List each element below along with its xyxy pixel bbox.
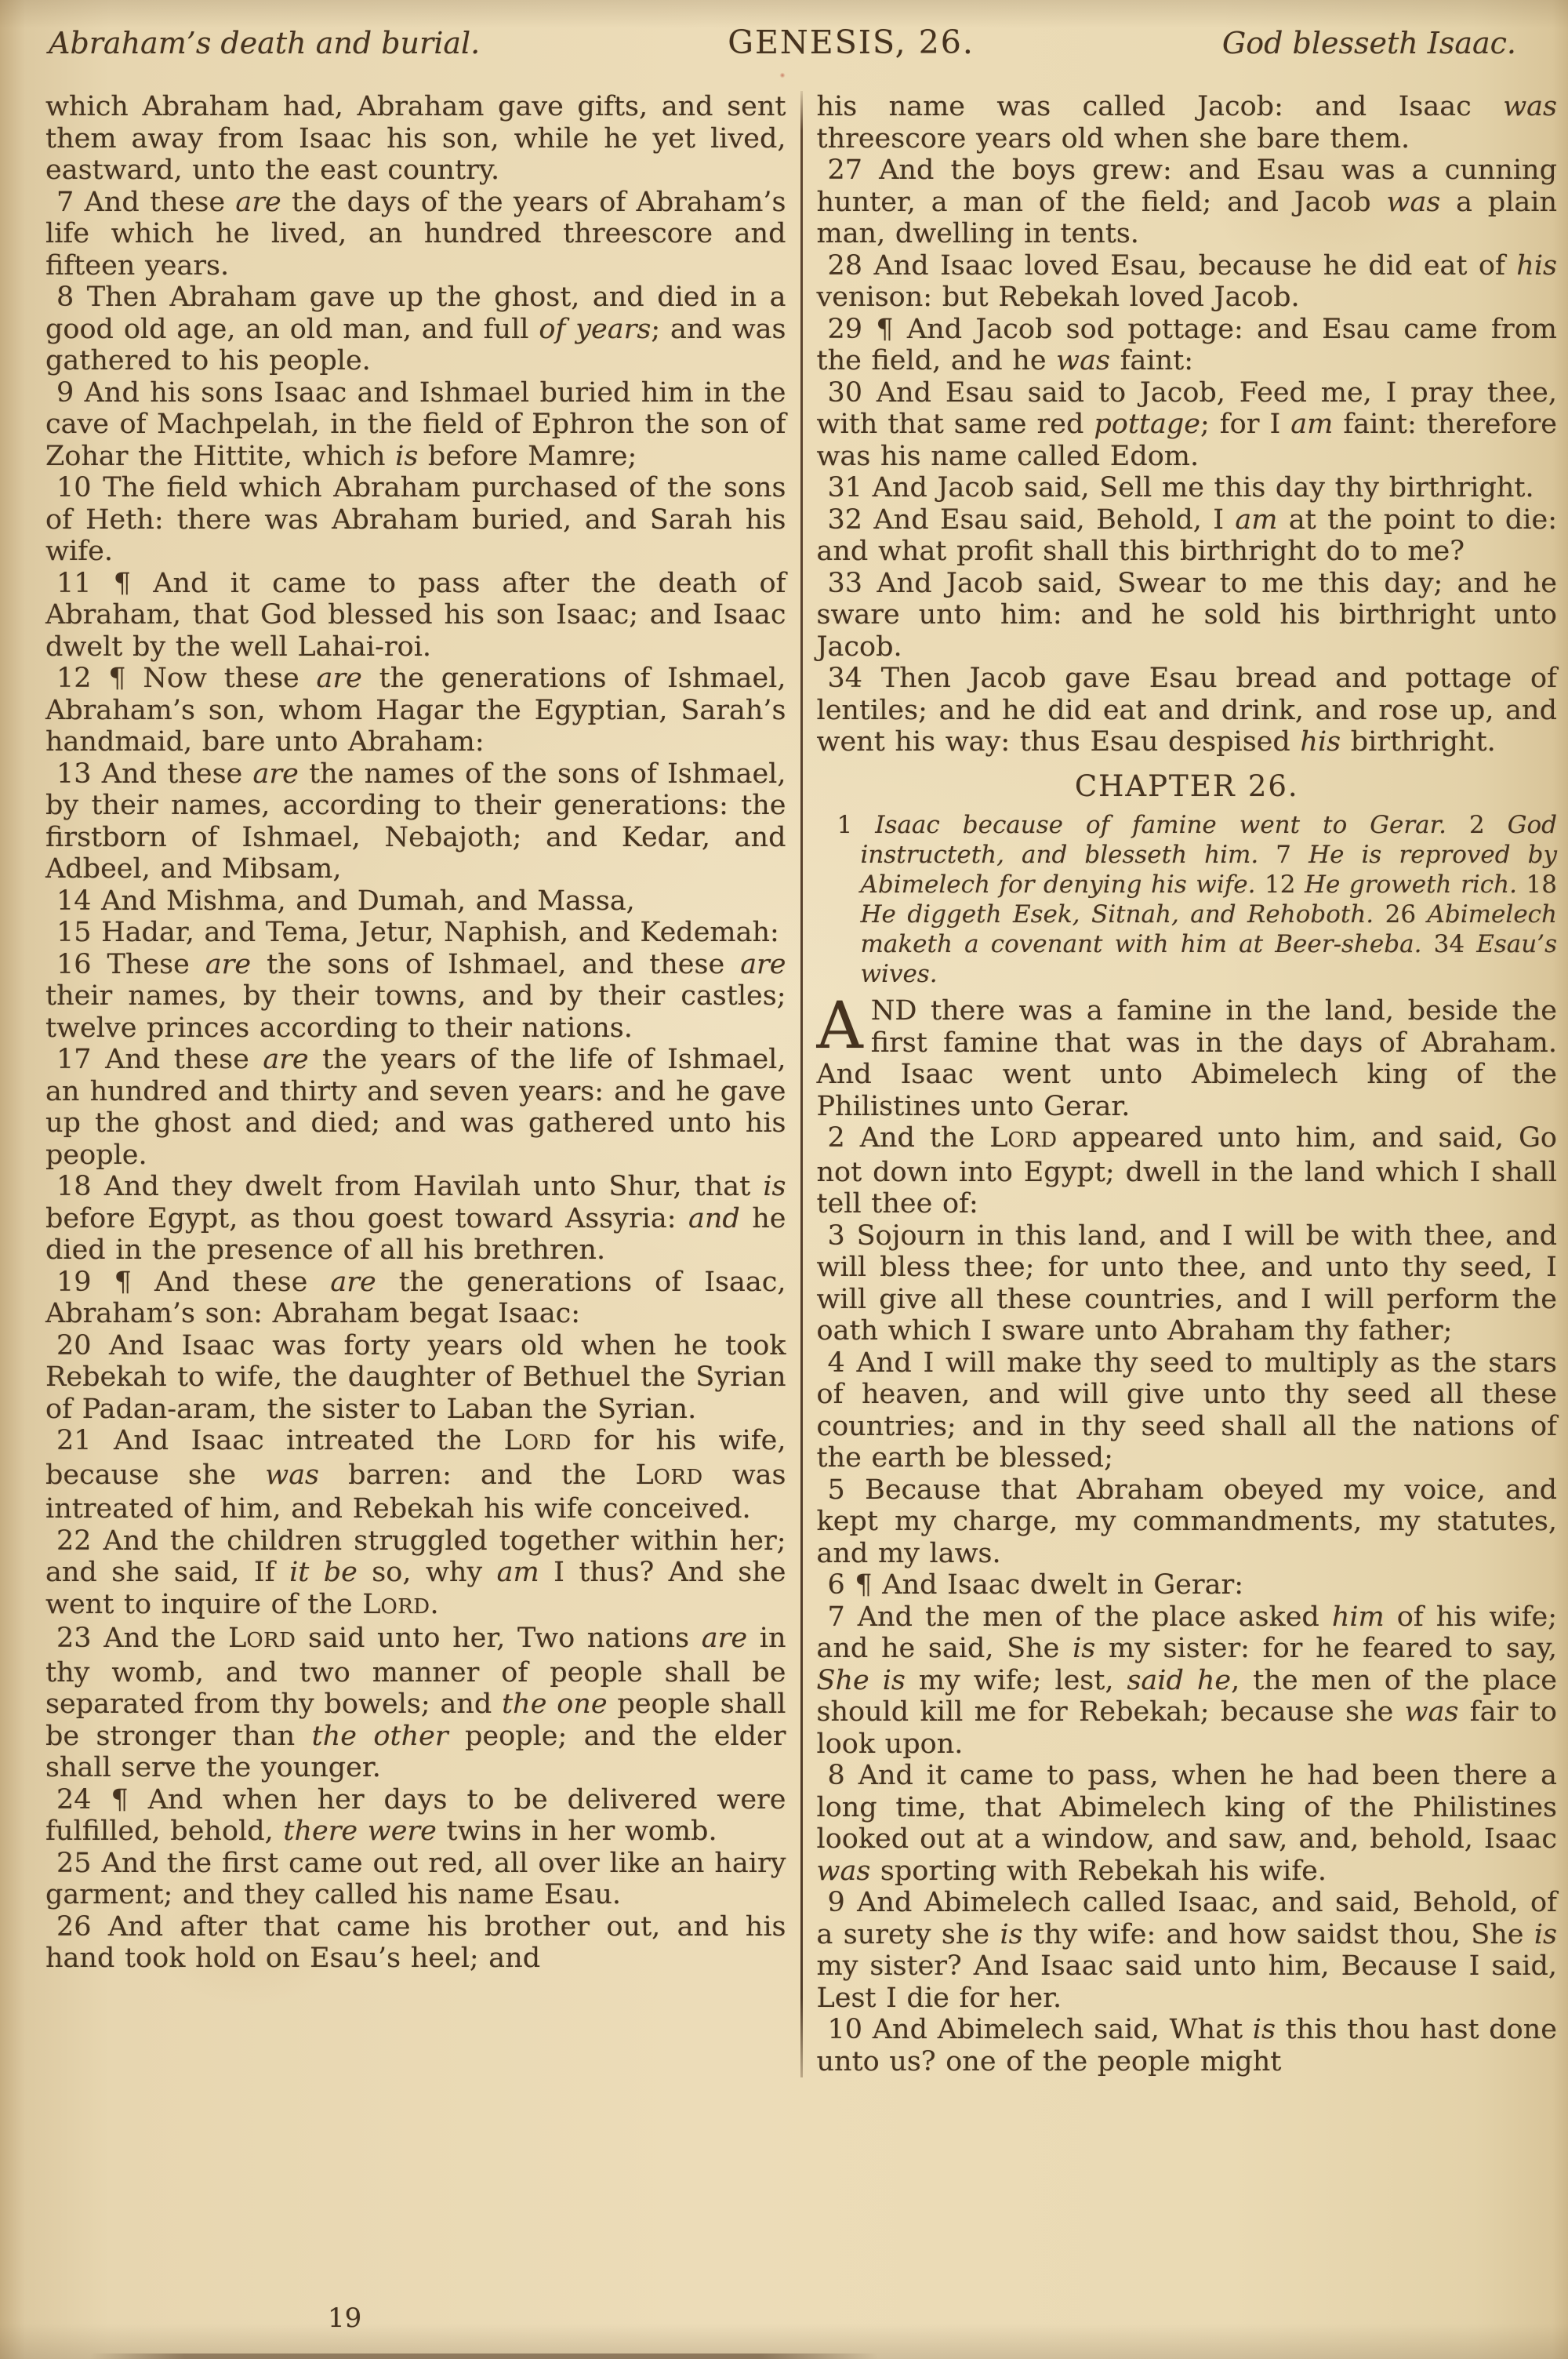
verse-25-9: 9 And his sons Isaac and Ishmael buried him in the cave of Machpelah, in the field of Ephron the son of Zohar the Hittite, which is before Mamre; bbox=[45, 376, 786, 472]
verse-number: 13 bbox=[56, 758, 92, 790]
verse-26-10: 10 And Abimelech said, What is this thou hast done unto us? one of the people might bbox=[816, 2014, 1557, 2077]
verse-number: 28 bbox=[827, 249, 863, 282]
verse-number: 4 bbox=[827, 1347, 845, 1379]
verse-25-25: 25 And the first came out red, all over like an hairy garment; and they called his name Esau. bbox=[45, 1847, 786, 1910]
divine-name-small-caps: LORD bbox=[503, 1425, 572, 1456]
verse-number: 8 bbox=[827, 1760, 845, 1791]
verse-25-14: 14 And Mishma, and Dumah, and Massa, bbox=[56, 885, 635, 917]
verse-25-26: 26 And after that came his brother out, and his hand took hold on Esau’s heel; and bbox=[45, 1910, 786, 1974]
verse-26-2: 2 And the LORD appeared unto him, and said, Go not down into Egypt; dwell in the land which I shall tell thee of: bbox=[816, 1122, 1557, 1219]
verse-25-22: 22 And the children struggled together within her; and she said, If it be so, why am I thus? And she went to inquire of the LORD. bbox=[45, 1525, 786, 1620]
verse-25-21: 21 And Isaac intreated the LORD for his wife, because she was barren: and the LORD was intreated of him, and Rebekah his wife conceived. bbox=[45, 1425, 786, 1525]
summary-verse-number: 7 bbox=[1276, 841, 1292, 869]
verse-26-6: 6 ¶ And Isaac dwelt in Gerar: bbox=[827, 1569, 1244, 1601]
verse-25-19: 19 ¶ And these are the generations of Isaac, Abraham’s son: Abraham begat Isaac: bbox=[45, 1266, 786, 1329]
drop-cap-letter: A bbox=[816, 989, 863, 1063]
summary-verse-number: 26 bbox=[1385, 900, 1417, 929]
verse-25-30: 30 And Esau said to Jacob, Feed me, I pray thee, with that same red pottage; for I am faint: therefore was his name called Edom. bbox=[816, 376, 1557, 472]
verse-25-18: 18 And they dwelt from Havilah unto Shur, that is before Egypt, as thou goest toward Assyria: and he died in the presence of all his brethren. bbox=[45, 1171, 786, 1266]
verse-number: 21 bbox=[56, 1425, 92, 1456]
verse-25-34: 34 Then Jacob gave Esau bread and pottage of lentiles; and he did eat and drink, and rose up, and went his way: thus Esau despised his birthright. bbox=[816, 663, 1557, 758]
verse-number: 14 bbox=[56, 885, 92, 917]
verse-25-10: 10 The field which Abraham purchased of the sons of Heth: there was Abraham buried, and Sarah his wife. bbox=[45, 472, 786, 567]
running-header bbox=[0, 0, 1568, 61]
column-divider-rule bbox=[800, 91, 803, 2077]
page-number: 19 bbox=[328, 2303, 362, 2334]
verse-number: 2 bbox=[827, 1122, 845, 1154]
verse-number: 32 bbox=[827, 503, 863, 536]
verse-25-26-cont: his name was called Jacob: and Isaac was threescore years old when she bare them. bbox=[816, 91, 1557, 154]
verse-number: 19 bbox=[56, 1266, 92, 1298]
verse-25-29: 29 ¶ And Jacob sod pottage: and Esau came from the field, and he was faint: bbox=[816, 313, 1557, 376]
divine-name-small-caps: LORD bbox=[635, 1459, 703, 1491]
chapter-heading: CHAPTER 26. bbox=[1074, 769, 1299, 803]
verse-26-1: AND there was a famine in the land, beside the first famine that was in the days of Abraham. And Isaac went unto Abimelech king of the Philistines unto Gerar. bbox=[816, 989, 1557, 1122]
verse-number: 34 bbox=[827, 663, 863, 694]
summary-verse-number: 1 bbox=[837, 811, 853, 839]
running-head-center: GENESIS, 26. bbox=[728, 24, 975, 61]
verse-25-27: 27 And the boys grew: and Esau was a cunning hunter, a man of the field; and Jacob was a plain man, dwelling in tents. bbox=[816, 154, 1557, 249]
verse-number: 31 bbox=[827, 472, 863, 503]
verse-number: 3 bbox=[827, 1219, 845, 1252]
verse-number: 10 bbox=[56, 472, 92, 503]
verse-number: 7 bbox=[827, 1601, 845, 1633]
running-head-right: God blesseth Isaac. bbox=[1221, 26, 1516, 60]
verse-number: 10 bbox=[827, 2014, 863, 2045]
left-column bbox=[45, 91, 786, 2077]
verse-25-23: 23 And the LORD said unto her, Two nations are in thy womb, and two manner of people shall be separated from thy bowels; and the one people shall be stronger than the other people; and the elder shall serve the younger. bbox=[45, 1623, 786, 1783]
verse-25-31: 31 And Jacob said, Sell me this day thy birthright. bbox=[827, 472, 1534, 503]
verse-25-8: 8 Then Abraham gave up the ghost, and died in a good old age, an old man, and full of years; and was gathered to his people. bbox=[45, 282, 786, 376]
verse-number: 9 bbox=[827, 1887, 845, 1918]
verse-25-6-cont: which Abraham had, Abraham gave gifts, and sent them away from Isaac his son, while he yet lived, eastward, unto the east country. bbox=[45, 91, 786, 186]
verse-25-32: 32 And Esau said, Behold, I am at the point to die: and what profit shall this birthright do to me? bbox=[816, 503, 1557, 567]
verse-number: 23 bbox=[56, 1623, 92, 1654]
right-column bbox=[817, 91, 1558, 2077]
verse-26-7: 7 And the men of the place asked him of his wife; and he said, She is my sister: for he feared to say, She is my wife; lest, said he, the men of the place should kill me for Rebekah; because she was fair to look upon. bbox=[816, 1601, 1558, 1760]
verse-number: 16 bbox=[56, 948, 92, 980]
verse-25-20: 20 And Isaac was forty years old when he took Rebekah to wife, the daughter of Bethuel the Syrian of Padan-aram, the sister to Laban the Syrian. bbox=[45, 1329, 786, 1425]
summary-verse-number: 12 bbox=[1264, 871, 1296, 899]
verse-25-15: 15 Hadar, and Tema, Jetur, Naphish, and Kedemah: bbox=[56, 917, 779, 948]
summary-verse-number: 2 bbox=[1468, 811, 1485, 839]
verse-25-33: 33 And Jacob said, Swear to me this day; and he sware unto him: and he sold his birthright unto Jacob. bbox=[816, 567, 1557, 663]
verse-number: 24 bbox=[56, 1783, 92, 1816]
verse-number: 26 bbox=[56, 1910, 92, 1943]
verse-number: 22 bbox=[56, 1525, 92, 1557]
divine-name-small-caps: LORD bbox=[989, 1122, 1058, 1154]
verse-25-16: 16 These are the sons of Ishmael, and these are their names, by their towns, and by their castles; twelve princes according to their nations. bbox=[45, 948, 786, 1044]
verse-number: 6 bbox=[827, 1569, 845, 1601]
verse-number: 20 bbox=[56, 1329, 92, 1361]
verse-26-5: 5 Because that Abraham obeyed my voice, and kept my charge, my commandments, my statutes, and my laws. bbox=[816, 1474, 1557, 1569]
verse-number: 18 bbox=[56, 1171, 92, 1202]
verse-number: 29 bbox=[827, 313, 863, 345]
verse-25-28: 28 And Isaac loved Esau, because he did eat of his venison: but Rebekah loved Jacob. bbox=[816, 249, 1557, 313]
summary-verse-number: 34 bbox=[1433, 930, 1465, 958]
verse-number: 25 bbox=[56, 1847, 92, 1879]
verse-26-8: 8 And it came to pass, when he had been there a long time, that Abimelech king of the Philistines looked out at a window, and saw, and, behold, Isaac was sporting with Rebekah his wife. bbox=[816, 1760, 1557, 1887]
verse-number: 30 bbox=[827, 376, 863, 409]
verse-number: 11 bbox=[56, 567, 92, 599]
verse-26-9: 9 And Abimelech called Isaac, and said, Behold, of a surety she is thy wife: and how saidst thou, She is my sister? And Isaac said unto him, Because I said, Lest I die for her. bbox=[816, 1887, 1557, 2014]
verse-number: 27 bbox=[827, 154, 863, 186]
verse-25-13: 13 And these are the names of the sons of Ishmael, by their names, according to their generations: the firstborn of Ishmael, Nebajoth; and Kedar, and Adbeel, and Mibsam, bbox=[45, 758, 786, 885]
text-columns bbox=[45, 91, 1557, 2077]
verse-25-7: 7 And these are the days of the years of Abraham’s life which he lived, an hundred threescore and fifteen years. bbox=[45, 186, 786, 282]
verse-number: 9 bbox=[56, 376, 74, 409]
verse-25-11: 11 ¶ And it came to pass after the death of Abraham, that God blessed his son Isaac; and Isaac dwelt by the well Lahai-roi. bbox=[45, 567, 786, 663]
verse-number: 17 bbox=[56, 1044, 92, 1075]
divine-name-small-caps: LORD bbox=[362, 1588, 430, 1620]
running-head-left: Abraham’s death and burial. bbox=[49, 26, 481, 60]
verse-number: 15 bbox=[56, 917, 92, 948]
verse-number: 5 bbox=[827, 1474, 845, 1506]
verse-number: 7 bbox=[56, 186, 74, 218]
verse-25-17: 17 And these are the years of the life of Ishmael, an hundred and thirty and seven years: and he gave up the ghost and died; and was gathered unto his people. bbox=[45, 1044, 786, 1171]
verse-26-4: 4 And I will make thy seed to multiply as the stars of heaven, and will give unto thy seed all these countries; and in thy seed shall all the nations of the earth be blessed; bbox=[816, 1347, 1557, 1474]
divine-name-small-caps: LORD bbox=[228, 1623, 296, 1654]
verse-26-3: 3 Sojourn in this land, and I will be with thee, and will bless thee; for unto thee, and unto thy seed, I will give all these countries, and I will perform the oath which I sware unto Abraham thy father; bbox=[816, 1219, 1557, 1347]
verse-number: 33 bbox=[827, 567, 863, 599]
summary-verse-number: 18 bbox=[1526, 871, 1557, 899]
verse-25-24: 24 ¶ And when her days to be delivered were fulfilled, behold, there were twins in her womb. bbox=[45, 1783, 786, 1847]
chapter-summary: 1 Isaac because of famine went to Gerar. 2 God instructeth, and blesseth him. 7 He is reproved by Abimelech for denying his wife. 12 He groweth rich. 18 He diggeth Esek, Sitnah, and Rehoboth. 26 Abimelech maketh a covenant with him at Beer-sheba. 34 Esau’s wives. bbox=[837, 811, 1557, 988]
verse-number: 12 bbox=[56, 663, 92, 694]
verse-number: 8 bbox=[56, 282, 74, 313]
verse-25-12: 12 ¶ Now these are the generations of Ishmael, Abraham’s son, whom Hagar the Egyptian, Sarah’s handmaid, bare unto Abraham: bbox=[45, 663, 786, 758]
